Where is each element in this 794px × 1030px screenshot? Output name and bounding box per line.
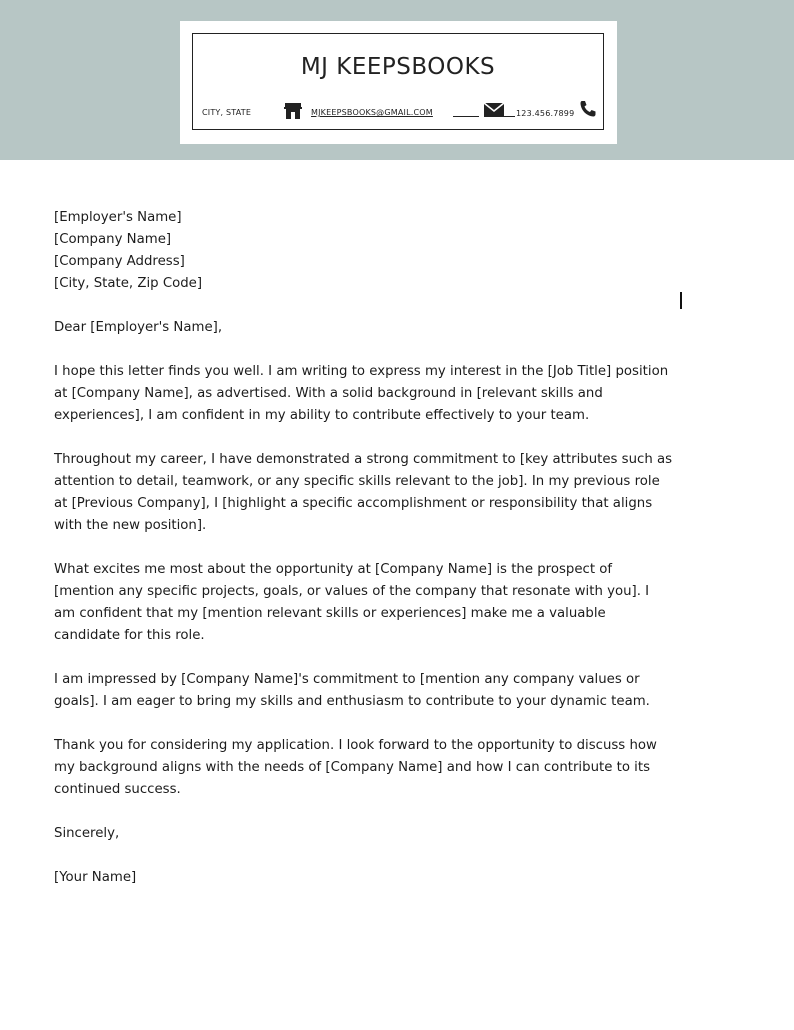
phone-icon — [579, 100, 597, 120]
city-state: CITY, STATE — [202, 108, 252, 117]
paragraph: I am impressed by [Company Name]'s commitment to [mention any company values or goals]. I am eager to bring my skills and enthusiasm to contribute to your dynamic team. — [54, 672, 650, 709]
house-icon — [284, 103, 302, 121]
header-card — [180, 21, 617, 144]
header-frame — [192, 33, 604, 130]
recipient-line: [City, State, Zip Code] — [54, 276, 203, 291]
closing: Sincerely, — [54, 826, 120, 841]
recipient-line: [Company Address] — [54, 254, 185, 269]
phone-number: 123.456.7899 — [516, 109, 575, 118]
paragraph: Thank you for considering my application. I look forward to the opportunity to discuss how my background aligns with the needs of [Company Name] and how I can contribute to its continued success. — [54, 738, 657, 797]
author-name: MJ KEEPSBOOKS — [300, 54, 496, 80]
letter-body — [54, 207, 674, 911]
text-cursor — [680, 292, 682, 309]
email-address[interactable]: MJKEEPSBOOKS@GMAIL.COM — [311, 108, 433, 117]
recipient-line: [Employer's Name] — [54, 210, 182, 225]
envelope-icon — [484, 103, 504, 119]
salutation: Dear [Employer's Name], — [54, 320, 223, 335]
signature: [Your Name] — [54, 870, 137, 885]
phone-underline — [503, 116, 515, 117]
paragraph: What excites me most about the opportunity at [Company Name] is the prospect of [mention any specific projects, goals, or values of the company that resonate with you]. I am confident that my [mention relevant skills or experiences] make me a valuable candidate for this role. — [54, 562, 650, 643]
paragraph: Throughout my career, I have demonstrated a strong commitment to [key attributes such as attention to detail, teamwork, or any specific skills relevant to the job]. In my previous role at [Previous Company], I [highlight a specific accomplishment or responsibility that aligns with the new position]. — [54, 452, 673, 533]
email-underline — [453, 116, 479, 117]
contact-row — [201, 100, 597, 124]
paragraph: I hope this letter finds you well. I am writing to express my interest in the [Job Title] position at [Company Name], as advertised. With a solid background in [relevant skills and experiences], I am confident in my ability to contribute effectively to your team. — [54, 364, 669, 423]
recipient-line: [Company Name] — [54, 232, 172, 247]
